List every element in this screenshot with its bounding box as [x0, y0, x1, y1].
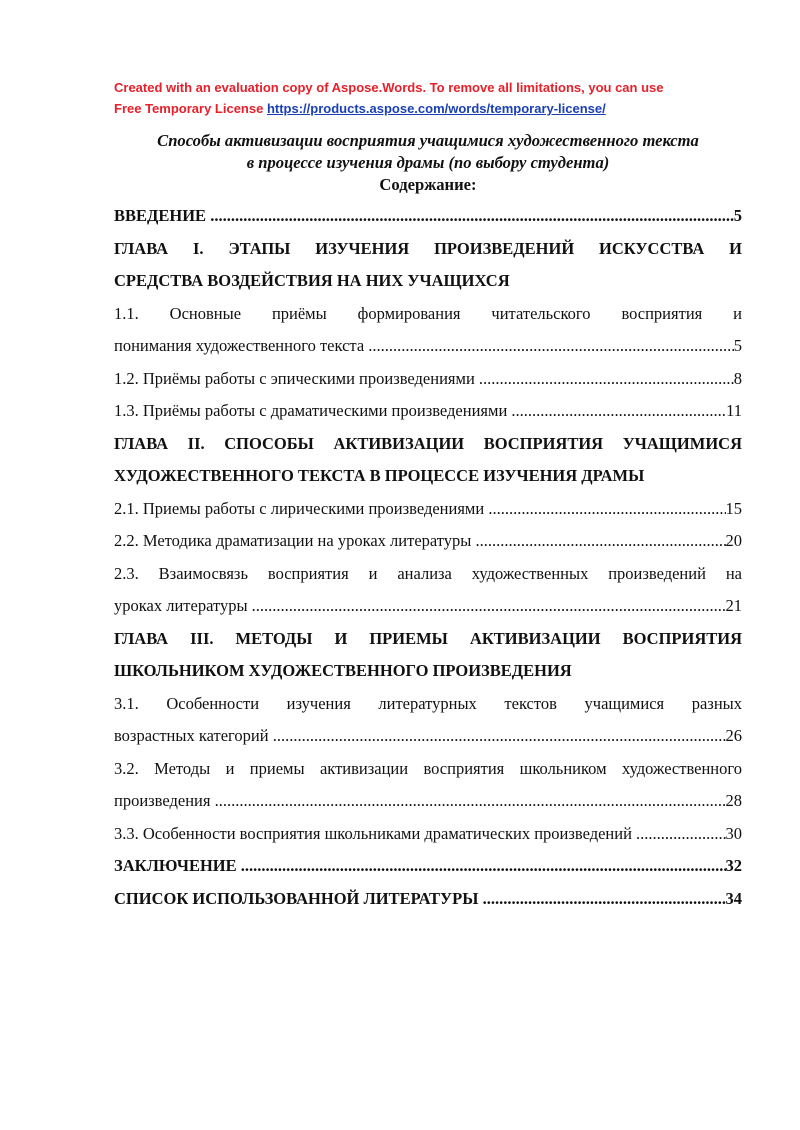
document-title-line-1: Способы активизации восприятия учащимися художественного текста — [157, 131, 699, 150]
evaluation-license-text: Free Temporary License — [114, 101, 264, 116]
toc-chapter-1-line-2[interactable]: СРЕДСТВА ВОЗДЕЙСТВИЯ НА НИХ УЧАЩИХСЯ — [114, 271, 510, 290]
toc-section-1-2[interactable] — [114, 363, 742, 396]
toc-page-number: 34 — [725, 888, 742, 908]
evaluation-notice — [114, 77, 754, 119]
toc-page-number: 21 — [725, 596, 742, 615]
toc-entry-label: ЗАКЛЮЧЕНИЕ ..... — [114, 850, 726, 883]
toc-page-number: 28 — [725, 791, 742, 810]
toc-section-3-1-line-1[interactable]: 3.1. Особенности изучения литературных текстов учащимися разных — [114, 693, 742, 713]
evaluation-notice-line: Created with an evaluation copy of Aspose.Words. To remove all limitations, you can use — [114, 80, 664, 95]
toc-section-2-3-line-1[interactable]: 2.3. Взаимосвязь восприятия и анализа художественных произведений на — [114, 563, 742, 583]
document-title-line-2: в процессе изучения драмы (по выбору студента) — [246, 153, 610, 172]
contents-heading: Содержание: — [379, 175, 477, 194]
toc-page-number: 26 — [725, 726, 742, 745]
toc-entry-label: уроках литературы ..... — [114, 590, 726, 623]
toc-section-2-1[interactable] — [114, 493, 742, 526]
toc-entry-label: 1.3. Приёмы работы с драматическими произведениями ..... — [114, 395, 726, 428]
toc-chapter-2-line-1[interactable]: ГЛАВА II. СПОСОБЫ АКТИВИЗАЦИИ ВОСПРИЯТИЯ УЧАЩИМИСЯ — [114, 433, 742, 453]
toc-page-number: 5 — [733, 206, 742, 225]
toc-entry-bibliography[interactable] — [114, 883, 742, 916]
toc-entry-label: произведения ..... — [114, 785, 726, 818]
toc-chapter-3-line-2[interactable]: ШКОЛЬНИКОМ ХУДОЖЕСТВЕННОГО ПРОИЗВЕДЕНИЯ — [114, 661, 572, 680]
toc-section-2-3-line-2[interactable] — [114, 590, 742, 623]
toc-entry-label: понимания художественного текста ..... — [114, 330, 734, 363]
toc-entry-label: 3.3. Особенности восприятия школьниками драматических произведений ..... — [114, 818, 726, 851]
toc-chapter-2-line-2[interactable]: ХУДОЖЕСТВЕННОГО ТЕКСТА В ПРОЦЕССЕ ИЗУЧЕНИЯ ДРАМЫ — [114, 466, 645, 485]
toc-section-3-3[interactable] — [114, 818, 742, 851]
evaluation-notice-line-2 — [114, 98, 754, 119]
toc-page-number: 20 — [725, 531, 742, 550]
toc-entry-label: возрастных категорий ..... — [114, 720, 726, 753]
toc-page-number: 11 — [726, 401, 742, 420]
toc-entry-label: 2.2. Методика драматизации на уроках литературы ..... — [114, 525, 726, 558]
toc-page-number: 15 — [725, 498, 742, 518]
toc-page-number: 32 — [725, 856, 742, 875]
toc-chapter-1-line-1[interactable]: ГЛАВА I. ЭТАПЫ ИЗУЧЕНИЯ ПРОИЗВЕДЕНИЙ ИСКУССТВА И — [114, 238, 742, 258]
toc-section-3-2-line-1[interactable]: 3.2. Методы и приемы активизации восприятия школьником художественного — [114, 758, 742, 778]
toc-section-1-1-line-2[interactable] — [114, 330, 742, 363]
toc-entry-label: 2.1. Приемы работы с лирическими произведениями ..... — [114, 493, 726, 526]
toc-entry-label: 1.2. Приёмы работы с эпическими произведениями ..... — [114, 363, 734, 396]
temporary-license-link[interactable]: https://products.aspose.com/words/temporary-license/ — [266, 101, 606, 116]
table-of-contents — [114, 200, 742, 915]
toc-page-number: 30 — [725, 823, 742, 843]
toc-section-1-1-line-1[interactable]: 1.1. Основные приёмы формирования читательского восприятия и — [114, 303, 742, 323]
toc-entry-label: СПИСОК ИСПОЛЬЗОВАННОЙ ЛИТЕРАТУРЫ ..... — [114, 883, 726, 916]
toc-page-number: 5 — [733, 336, 742, 355]
toc-section-3-1-line-2[interactable] — [114, 720, 742, 753]
toc-entry-introduction[interactable] — [114, 200, 742, 233]
toc-section-2-2[interactable] — [114, 525, 742, 558]
toc-chapter-3-line-1[interactable]: ГЛАВА III. МЕТОДЫ И ПРИЕМЫ АКТИВИЗАЦИИ ВОСПРИЯТИЯ — [114, 628, 742, 648]
toc-page-number: 8 — [733, 368, 742, 388]
toc-entry-conclusion[interactable] — [114, 850, 742, 883]
toc-section-1-3[interactable] — [114, 395, 742, 428]
toc-section-3-2-line-2[interactable] — [114, 785, 742, 818]
toc-entry-label: ВВЕДЕНИЕ ..... — [114, 200, 734, 233]
